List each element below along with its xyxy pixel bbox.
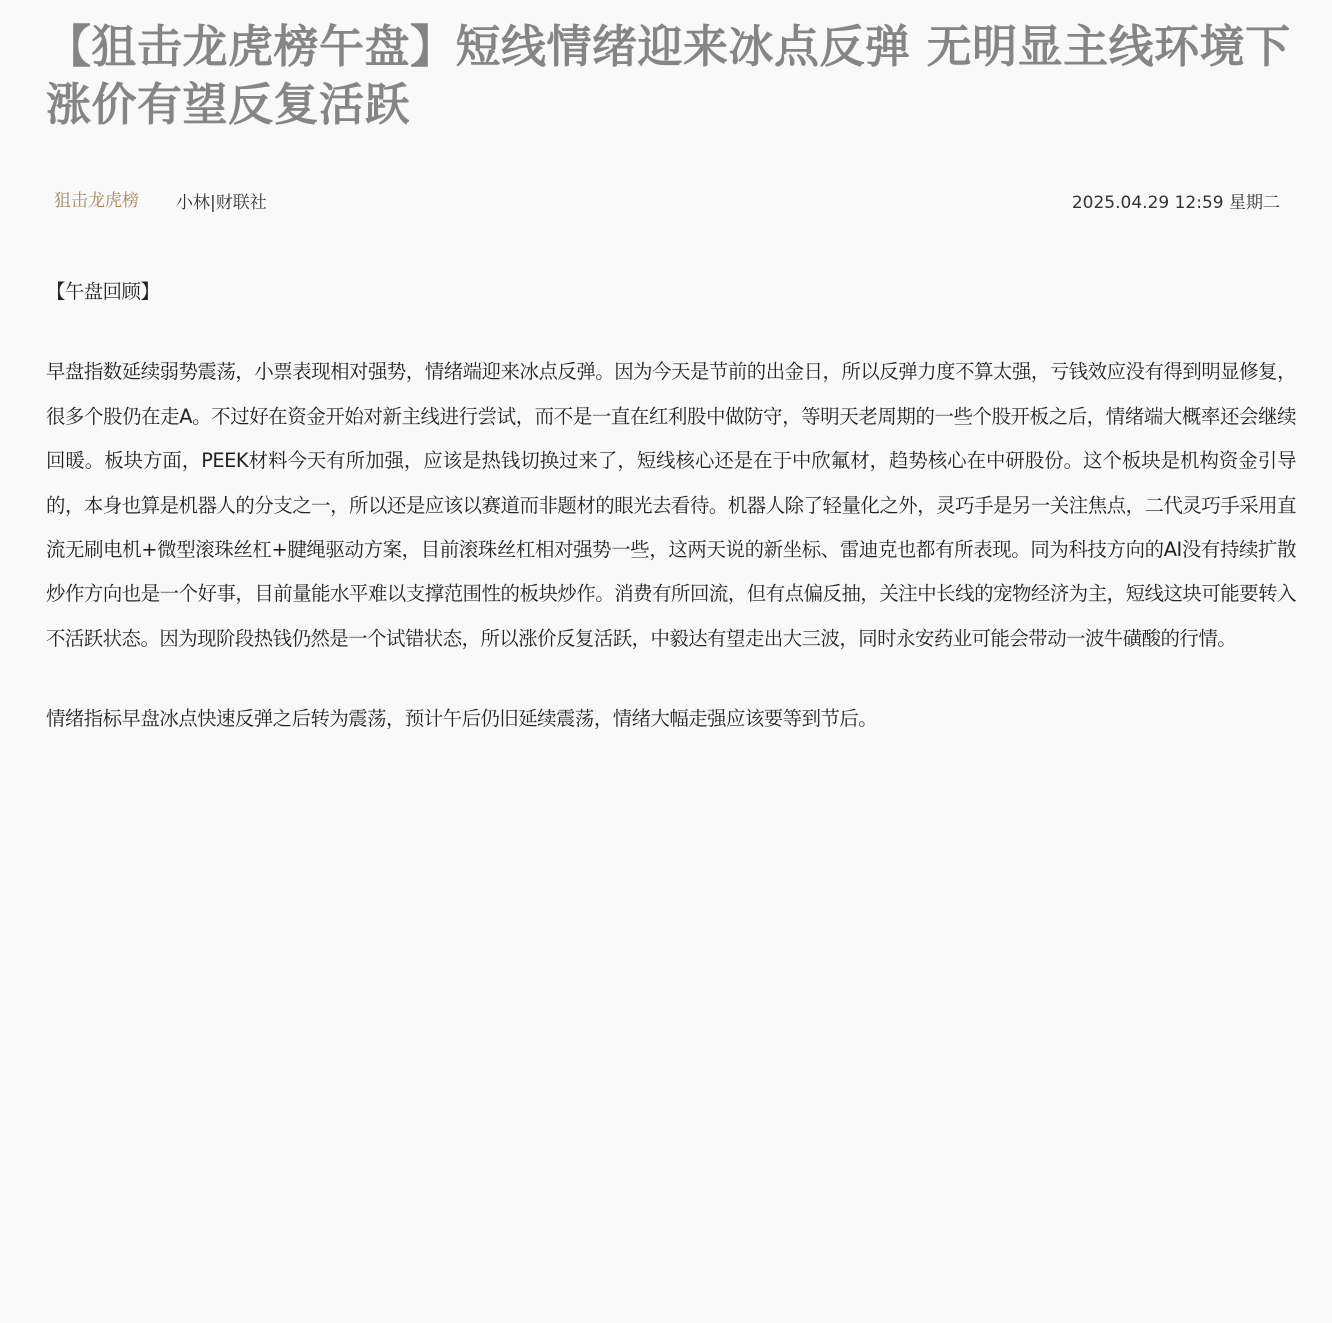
column-link[interactable]: 狙击龙虎榜 [54,191,139,211]
author-source: 小林|财联社 [176,193,267,213]
body-paragraph: 早盘指数延续弱势震荡，小票表现相对强势，情绪端迎来冰点反弹。因为今天是节前的出金日，所以反弹力度不算太强，亏钱效应没有得到明显修复，很多个股仍在走A。不过好在资金开始对新主线进行尝试，而不是一直在红利股中做防守，等明天老周期的一些个股开板之后，情绪端大概率还会继续回暖。板块方面，PEEK材料今天有所加强，应该是热钱切换过来了，短线核心还是在于中欣氟材，趋势核心在中研股份。这个板块是机构资金引导的，本身也算是机器人的分支之一，所以还是应该以赛道而非题材的眼光去看待。机器人除了轻量化之外，灵巧手是另一关注焦点，二代灵巧手采用直流无刷电机+微型滚珠丝杠+腱绳驱动方案，目前滚珠丝杠相对强势一些，这两天说的新坐标、雷迪克也都有所表现。同为科技方向的AI没有持续扩散炒作方向也是一个好事，目前量能水平难以支撑范围性的板块炒作。消费有所回流，但有点偏反抽，关注中长线的宠物经济为主，短线这块可能要转入不活跃状态。因为现阶段热钱仍然是一个试错状态，所以涨价反复活跃，中毅达有望走出大三波，同时永安药业可能会带动一波牛磺酸的行情。 [46,360,1296,650]
section-heading: 【午盘回顾】 [46,280,160,303]
publish-datetime: 2025.04.29 12:59 星期二 [1071,193,1280,213]
article-title: 【狙击龙虎榜午盘】短线情绪迎来冰点反弹 无明显主线环境下涨价有望反复活跃 [46,20,1291,131]
article-body [46,270,1296,778]
article-meta [46,186,1296,216]
article [46,18,1296,731]
body-paragraph: 情绪指标早盘冰点快速反弹之后转为震荡，预计午后仍旧延续震荡，情绪大幅走强应该要等到节后。 [46,707,878,731]
